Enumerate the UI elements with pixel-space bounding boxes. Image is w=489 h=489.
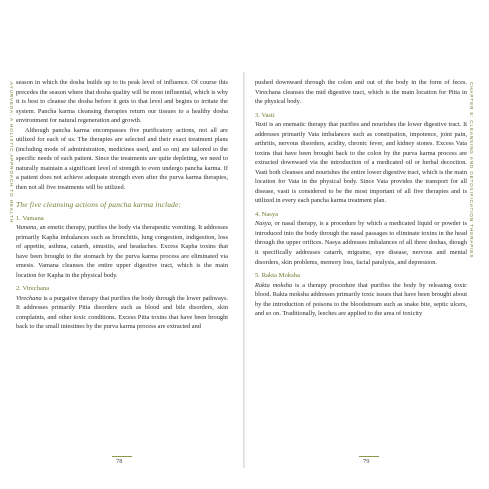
therapy-text-vamana [16,223,228,280]
left-running-head: AYURVEDA: A HOLISTIC APPROACH TO HEALTH [9,82,14,223]
therapy-heading-vasti: 3. Vasti [255,111,275,119]
therapy-description: is a purgative therapy that purifies the body through the lower pathways. It addresses primarily Pitta disorders such as blood and bile disorders, skin complaints, and other toxic conditions. Excess Pitta toxins that have been brought back to the small intestines by the purva karma process are extracted and [16,294,228,331]
paragraph: season in which the dosha builds up to its peak level of influence. Of course this precedes the season where that dosha quality will be most influential, which is why it is best to cleanse the dosha before it gets to that level and begins to irritate the system. Pancha karma cleansing therapies return our tissues to a healthy dosha environment for natural regeneration and growth. [16,79,228,125]
section-heading: The five cleansing actions of pancha karma include: [16,199,182,209]
therapy-heading-nasya: 4. Nasya [255,210,279,218]
therapy-description: , or nasal therapy, is a procedure by which a medicated liquid or powder is introduced into the body through the nasal passages to eliminate toxins in the head through the upper orifices. Nasya addresses imbalances of all three doshas, though it specifically addresses catarrh, migraine, eye disease, nervous and mental disorders, skin problems, memory loss, facial paralysis, and depression. [255,220,467,266]
paragraph: Although pancha karma encompasses five purificatory actions, not all are utilized for each of us. The therapies are selected and their exact treatment plans (including mode of administration, medicines used, and so on) are tailored to the specific needs of each patient. Since the treatments are quite depleting, we need to naturally maintain a significant level of strength to even undergo pancha karma. If a patient does not achieve adequate strength even after the purva karma therapies, then not all five treatments will be utilized. [16,126,228,192]
therapy-text-virechana [16,294,228,332]
therapy-text-rakta-moksha [255,281,467,319]
therapy-term: Vamana [16,223,37,231]
therapy-description: is a therapy procedure that purifies the body by releasing toxic blood. Rakta moksha addresses primarily toxic issues that have been brought about by the introduction of poisons to the bloodstream such as snake bite, septic ulcers, and so on. Traditionally, leeches are applied to the area of toxicity [255,281,467,318]
therapy-text-vasti [255,120,467,206]
therapy-term: Rakta moksha [255,281,293,289]
left-page-number: 78 [116,458,123,465]
therapy-text-nasya [255,219,467,267]
book-gutter [243,72,245,468]
therapy-heading-vamana: 1. Vamana [16,214,44,222]
therapy-term: Virechana [16,294,42,302]
therapy-term: Vasti [255,121,268,129]
right-page [255,78,467,319]
left-page [16,78,228,332]
therapy-term: Nasya [255,220,271,228]
therapy-heading-rakta-moksha: 5. Rakta Moksha [255,272,300,280]
therapy-description: , an emetic therapy, purifies the body via therapeutic vomiting. It addresses primarily Kapha imbalances such as bronchitis, lung congestion, indigestion, loss of appetite, asthma, catarrh, sinusitis, and headaches. Excess Kapha toxins that have been brought to the stomach by the purva karma process are eliminated via emesis. Vamana cleanses the entire upper digestive tract, which is the main location for Kapha in the physical body. [16,223,228,279]
right-running-head: CHAPTER 8: CLEANSING AND DETOXIFICATION THERAPIES [469,82,474,259]
therapy-description: is an enematic therapy that purifies and nourishes the lower digestive tract. It addresses primarily Vata imbalances such as constipation, impotence, joint pain, arthritis, nervous disorders, acidity, chronic fever, and kidney stones. Excess Vata toxins that have been brought back to the colon by the purva karma process are extracted downward via the introduction of a medicated oil or herbal decoction. Vasti both cleanses and nourishes the entire lower digestive tract, which is the main location for Vata in the physical body. Since Vata provides the transport for all disease, vasti is considered to be the most important of all five therapies and is utilized in every each pancha karma treatment plan. [255,121,467,205]
paragraph: pushed downward through the colon and out of the body in the form of feces. Virechana cleanses the mid digestive tract, which is the main location for Pitta in the physical body. [255,79,467,106]
therapy-heading-virechana: 2. Virechana [16,285,50,293]
right-page-number: 79 [363,458,370,465]
